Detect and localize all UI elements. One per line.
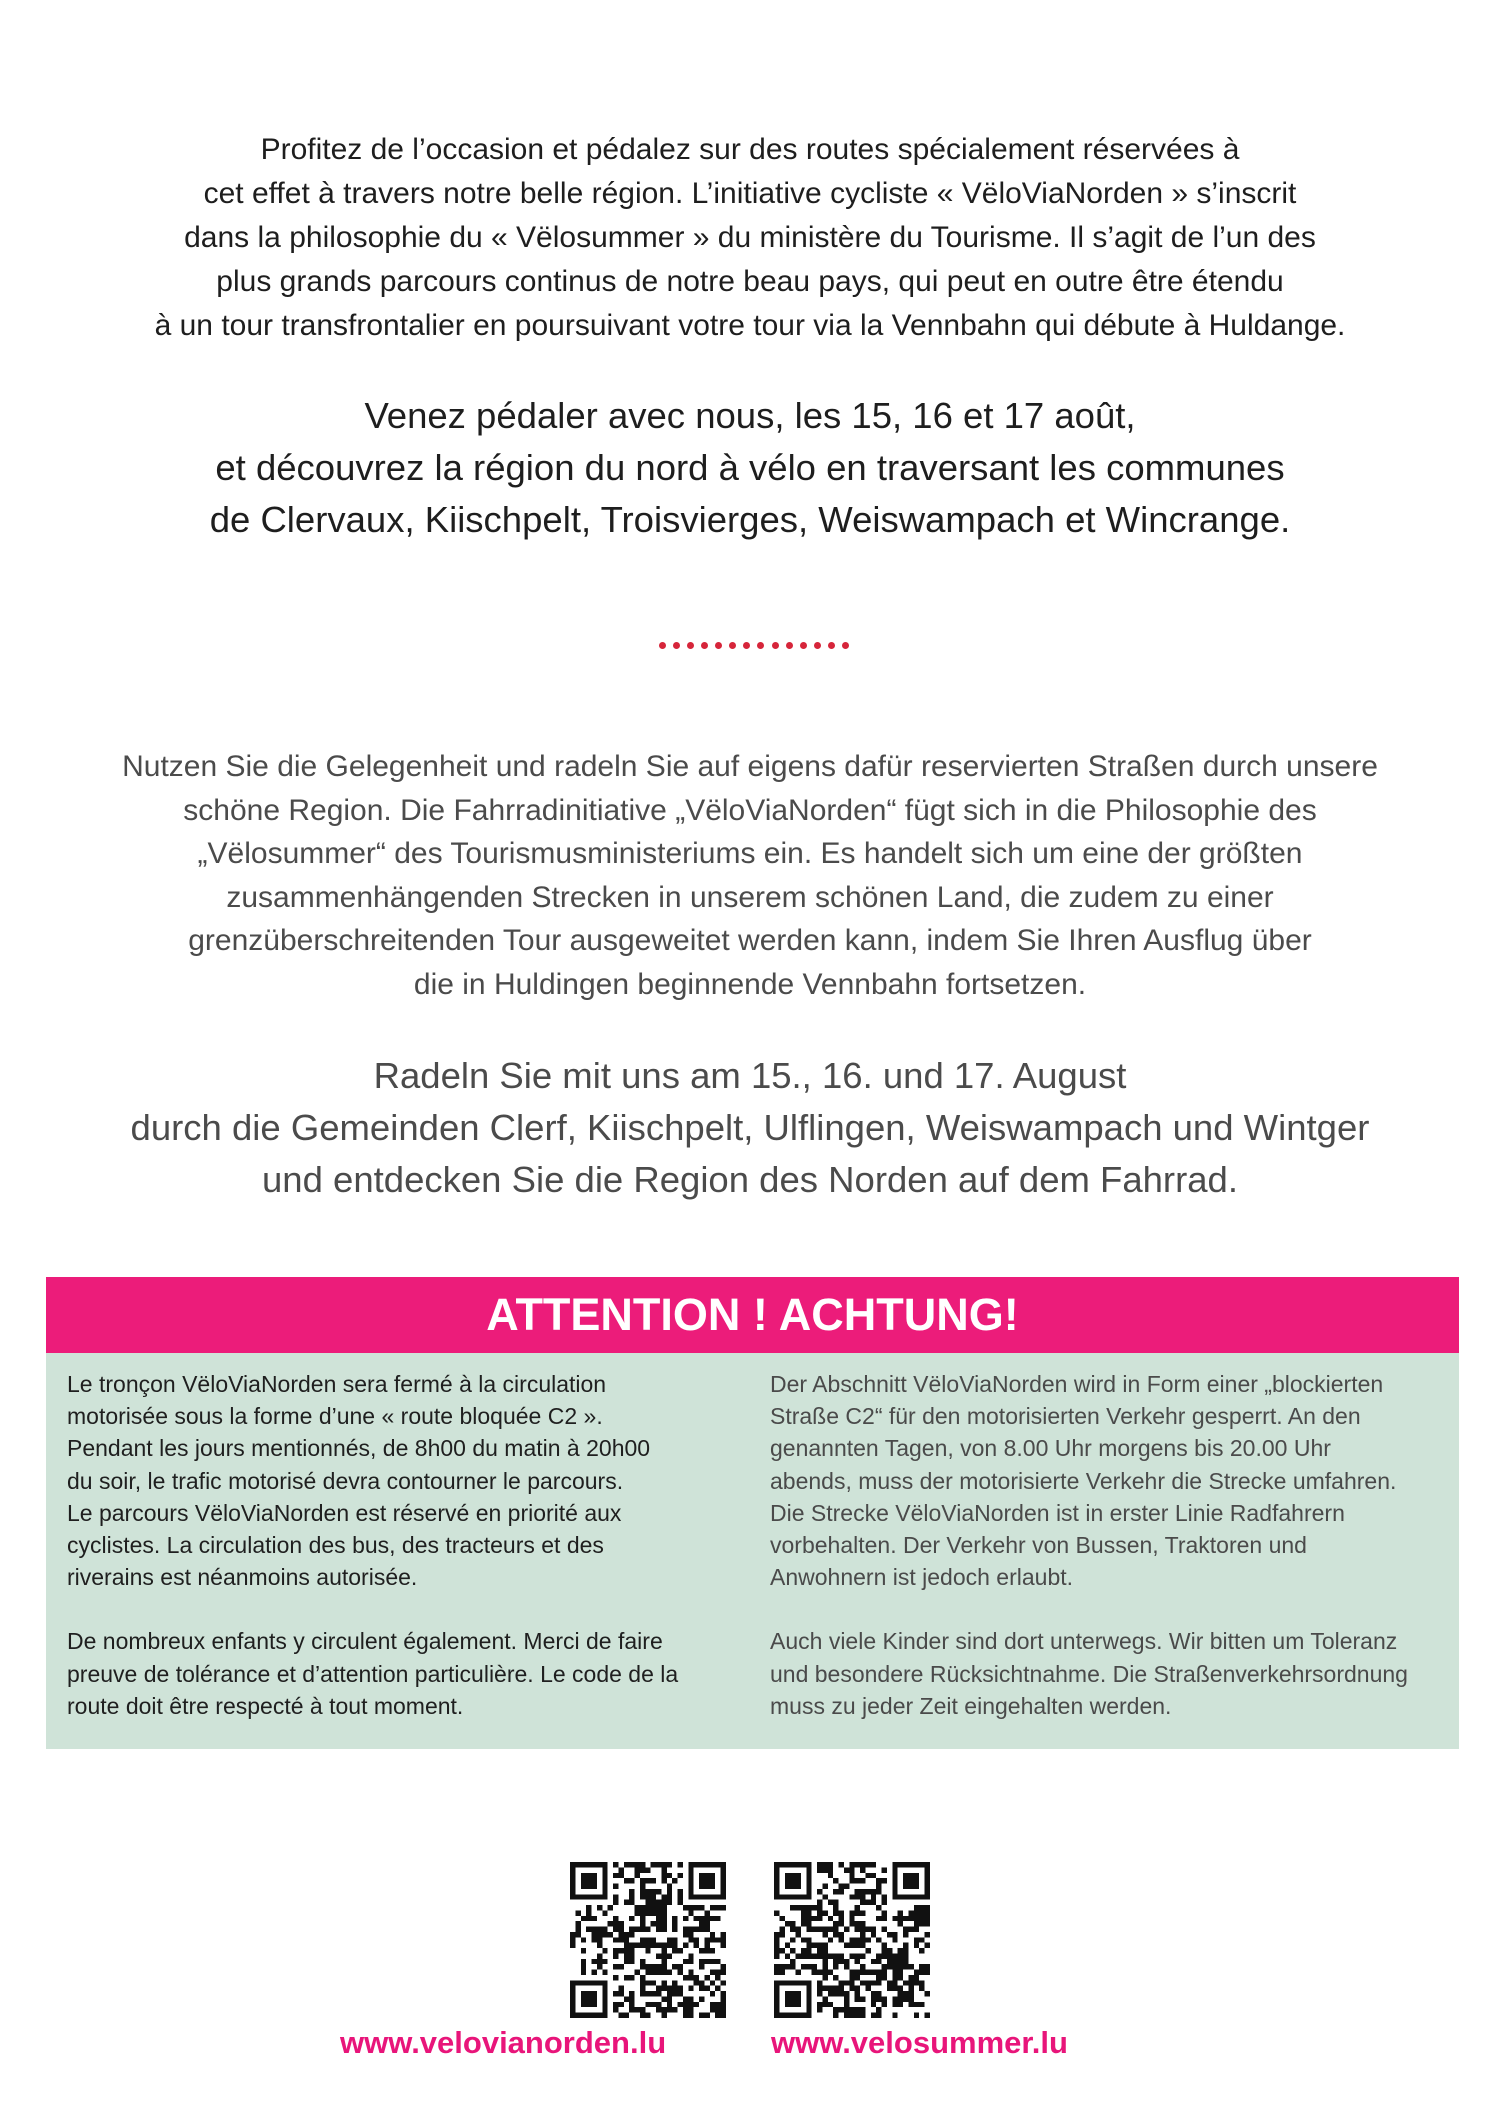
german-cta-line: Radeln Sie mit uns am 15., 16. und 17. August [373, 1055, 1127, 1096]
german-intro-line: die in Huldingen beginnende Vennbahn fortsetzen. [413, 967, 1087, 1001]
attention-french-paragraph-1: Le tronçon VëloViaNorden sera fermé à la circulation motorisée sous la forme d’une « route bloquée C2 ». Pendant les jours mentionnés, de 8h00 du matin à 20h00 du soir, le trafic motorisé devra contourner le parcours. Le parcours VëloViaNorden est réservé en priorité aux cyclistes. La circulation des bus, des tracteurs et des riverains est néanmoins autorisée. [67, 1371, 651, 1591]
attention-french-column [67, 1368, 747, 1754]
german-intro-line: Nutzen Sie die Gelegenheit und radeln Sie auf eigens dafür reservierten Straßen durch unsere [122, 750, 1378, 783]
attention-title: ATTENTION ! ACHTUNG! [46, 1277, 1459, 1353]
attention-german-paragraph-1: Der Abschnitt VëloViaNorden wird in Form einer „blockierten Straße C2“ für den motorisierten Verkehr gesperrt. An den genannten Tagen, von 8.00 Uhr morgens bis 20.00 Uhr abends, muss der motorisierte Verkehr die Strecke umfahren. Die Strecke VëloViaNorden ist in erster Linie Radfahrern vorbehalten. Der Verkehr von Bussen, Traktoren und Anwohnern ist jedoch erlaubt. [770, 1371, 1397, 1591]
german-intro-line: grenzüberschreitenden Tour ausgeweitet werden kann, indem Sie Ihren Ausflug über [188, 924, 1312, 957]
velovianorden-qr-code[interactable] [570, 1862, 726, 2018]
attention-german-paragraph-2: Auch viele Kinder sind dort unterwegs. Wir bitten um Toleranz und besondere Rücksichtnahme. Die Straßenverkehrsordnung muss zu jeder Zeit eingehalten werden. [770, 1628, 1408, 1719]
german-cta-line: durch die Gemeinden Clerf, Kiischpelt, Ulflingen, Weiswampach und Wintger [130, 1107, 1370, 1148]
velovianorden-link[interactable]: www.velovianorden.lu [340, 2025, 667, 2060]
attention-german-column [770, 1368, 1450, 1754]
velosummer-link[interactable]: www.velosummer.lu [771, 2025, 1068, 2060]
velosummer-qr-code[interactable] [774, 1862, 930, 2018]
french-intro-line: Profitez de l’occasion et pédalez sur des routes spécialement réservées à [260, 133, 1240, 166]
german-intro-paragraph [60, 745, 1440, 1006]
french-cta-line: de Clervaux, Kiischpelt, Troisvierges, Weiswampach et Wincrange. [209, 499, 1291, 540]
french-cta-line: et découvrez la région du nord à vélo en traversant les communes [215, 447, 1285, 488]
attention-french-paragraph-2: De nombreux enfants y circulent également. Merci de faire preuve de tolérance et d’attention particulière. Le code de la route doit être respecté à tout moment. [67, 1628, 679, 1719]
french-intro-line: plus grands parcours continus de notre beau pays, qui peut en outre être étendu [216, 265, 1284, 298]
german-cta-line: und entdecken Sie die Region des Norden auf dem Fahrrad. [262, 1159, 1238, 1200]
french-intro-line: à un tour transfrontalier en poursuivant votre tour via la Vennbahn qui débute à Huldange. [154, 309, 1346, 342]
french-intro-paragraph [80, 128, 1420, 348]
french-intro-line: cet effet à travers notre belle région. L’initiative cycliste « VëloViaNorden » s’inscrit [203, 177, 1297, 210]
attention-notice-box [46, 1277, 1459, 1749]
german-call-to-action [60, 1050, 1440, 1206]
dotted-divider [659, 642, 849, 652]
german-intro-line: zusammenhängenden Strecken in unserem schönen Land, die zudem zu einer [226, 880, 1274, 914]
french-call-to-action [80, 390, 1420, 546]
german-intro-line: „Vëlosummer“ des Tourismusministeriums ein. Es handelt sich um eine der größten [197, 837, 1303, 870]
french-intro-line: dans la philosophie du « Vëlosummer » du ministère du Tourisme. Il s’agit de l’un des [184, 221, 1316, 254]
french-cta-line: Venez pédaler avec nous, les 15, 16 et 17 août, [364, 395, 1136, 436]
german-intro-line: schöne Region. Die Fahrradinitiative „VëloViaNorden“ fügt sich in die Philosophie des [183, 793, 1317, 827]
